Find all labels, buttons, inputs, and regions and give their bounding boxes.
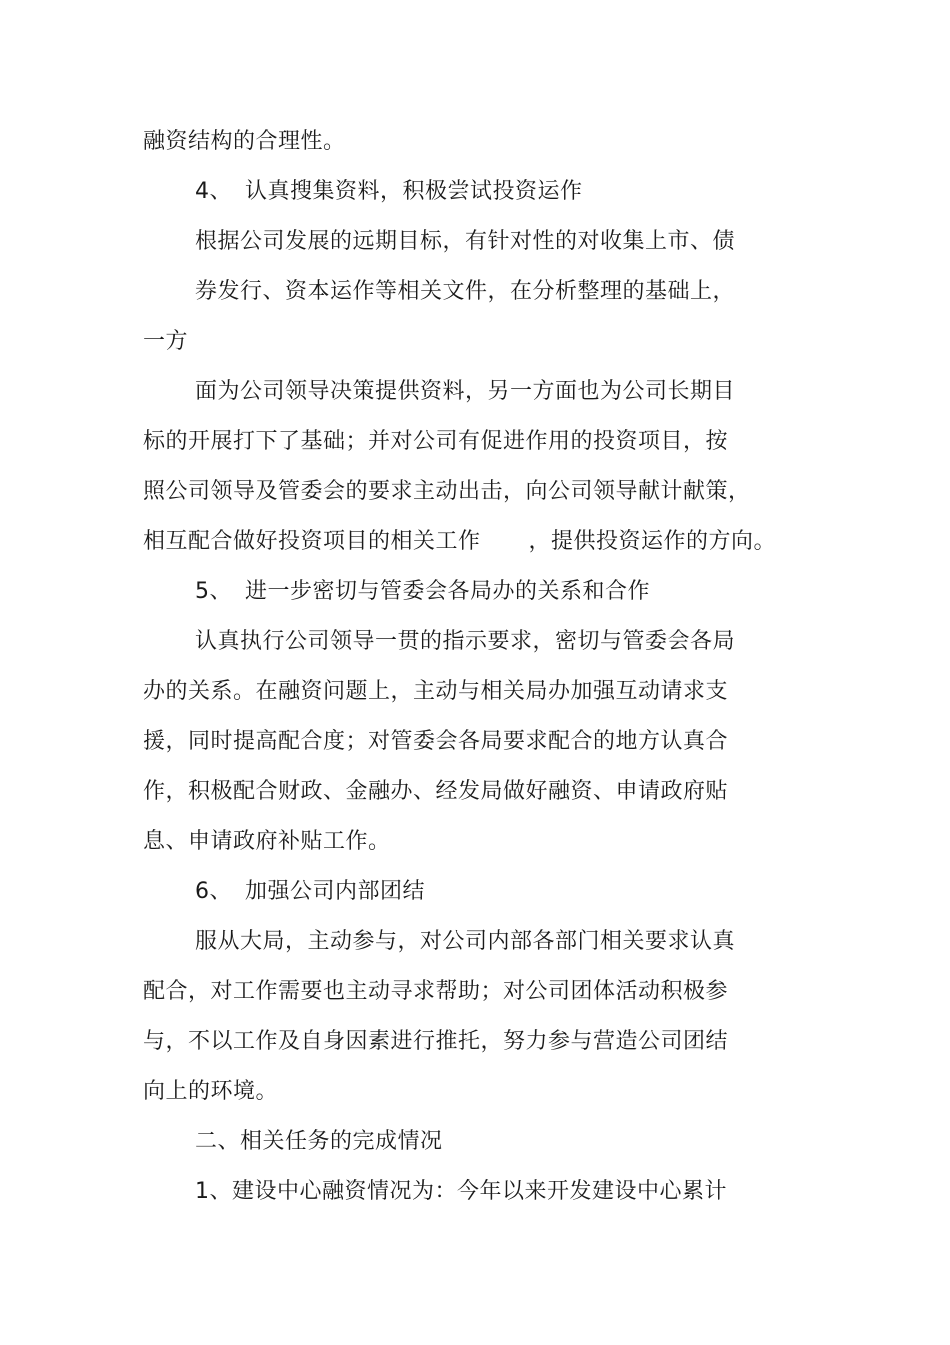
paragraph-line: 办的关系。在融资问题上，主动与相关局办加强互动请求支 <box>143 679 729 704</box>
section-heading-4 <box>195 177 583 207</box>
paragraph-line: 一方 <box>143 329 189 354</box>
paragraph-line: 息、申请政府补贴工作。 <box>143 829 391 854</box>
paragraph-line: 标的开展打下了基础；并对公司有促进作用的投资项目，按 <box>143 429 729 454</box>
paragraph-line: 1、建设中心融资情况为：今年以来开发建设中心累计 <box>195 1179 727 1204</box>
section-number: 6、 <box>195 879 232 904</box>
paragraph-line: 援，同时提高配合度；对管委会各局要求配合的地方认真合 <box>143 729 729 754</box>
paragraph-line: 向上的环境。 <box>143 1079 279 1104</box>
paragraph-line: 券发行、资本运作等相关文件，在分析整理的基础上， <box>195 279 736 304</box>
line-part: ，提供投资运作的方向。 <box>528 529 777 554</box>
section-title: 加强公司内部团结 <box>245 879 426 904</box>
paragraph-line: 融资结构的合理性。 <box>143 129 346 154</box>
section-number: 5、 <box>195 579 232 604</box>
section-heading-5 <box>195 577 650 607</box>
section-heading-6 <box>195 877 425 907</box>
paragraph-line: 与，不以工作及自身因素进行推托，努力参与营造公司团结 <box>143 1029 729 1054</box>
paragraph-line: 认真执行公司领导一贯的指示要求，密切与管委会各局 <box>195 629 736 654</box>
section-title: 进一步密切与管委会各局办的关系和合作 <box>245 579 651 604</box>
paragraph-line: 服从大局，主动参与，对公司内部各部门相关要求认真 <box>195 929 736 954</box>
paragraph-line: 根据公司发展的远期目标，有针对性的对收集上市、债 <box>195 229 736 254</box>
paragraph-line: 作，积极配合财政、金融办、经发局做好融资、申请政府贴 <box>143 779 729 804</box>
line-part: 相互配合做好投资项目的相关工作 <box>143 529 481 554</box>
paragraph-line: 面为公司领导决策提供资料，另一方面也为公司长期目 <box>195 379 736 404</box>
section-title: 认真搜集资料，积极尝试投资运作 <box>245 179 583 204</box>
section-number: 4、 <box>195 179 232 204</box>
paragraph-line <box>143 527 776 557</box>
paragraph-line: 照公司领导及管委会的要求主动出击，向公司领导献计献策， <box>143 479 751 504</box>
section-heading-part-2: 二、相关任务的完成情况 <box>195 1129 443 1154</box>
paragraph-line: 配合，对工作需要也主动寻求帮助；对公司团体活动积极参 <box>143 979 729 1004</box>
